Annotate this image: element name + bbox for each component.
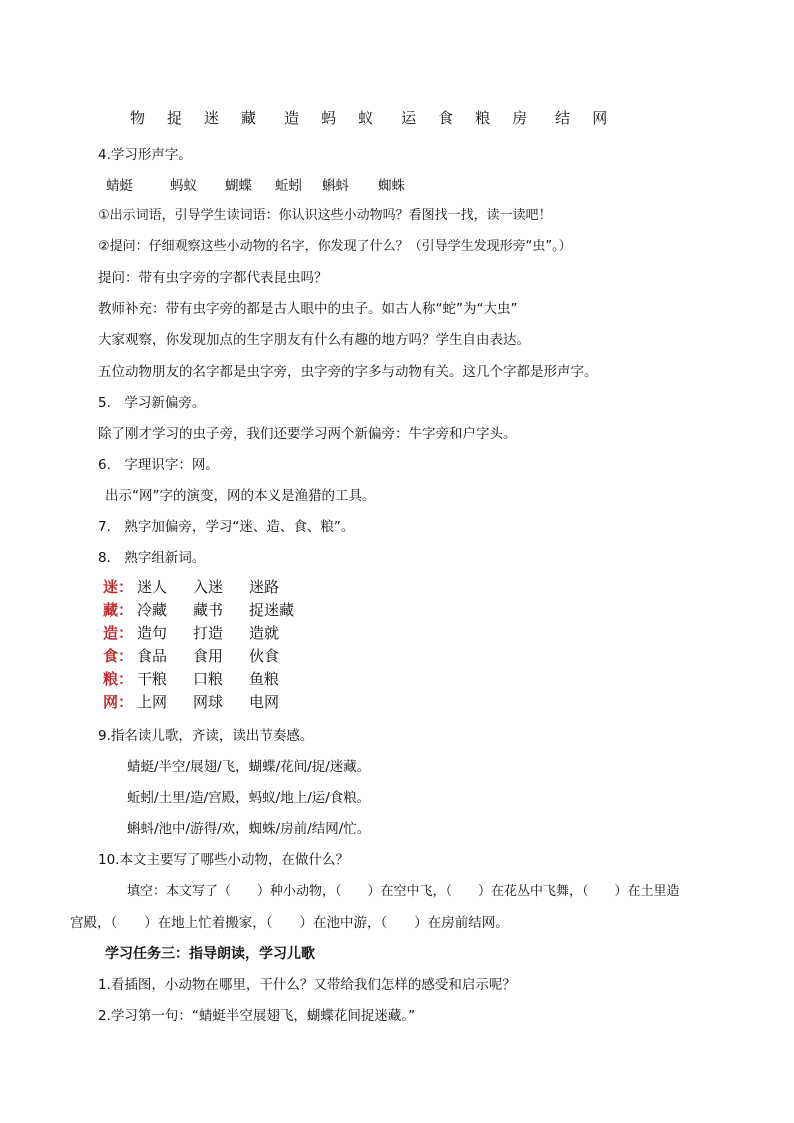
item10-fill2: 宫殿，（ ）在地上忙着搬家，（ ）在池中游，（ ）在房前结网。 (70, 915, 509, 931)
item6-text: 出示“网”字的演变，网的本义是渔猎的工具。 (105, 488, 376, 504)
char: 运 (401, 109, 417, 127)
vocab-word: 入迷 (193, 578, 224, 596)
char: 粮 (475, 109, 491, 127)
item4-title: 4.学习形声字。 (98, 147, 192, 163)
char: 藏 (241, 109, 257, 127)
vocab-word: 食品 (137, 647, 168, 665)
item4-p3: 提问：带有虫字旁的字都代表昆虫吗？ (98, 270, 328, 286)
vocab-word: 迷人 (137, 578, 168, 596)
vocab-word: 网球 (193, 693, 224, 711)
vocab-word: 口粮 (193, 670, 224, 688)
rhyme-line: 蜻蜓/半空/展翅/飞，蝴蝶/花间/捉/迷藏。 (127, 759, 371, 775)
vocab-key: 网： (103, 693, 134, 711)
item5-text: 除了刚才学习的虫子旁，我们还要学习两个新偏旁：牛字旁和户字头。 (98, 426, 517, 442)
item4-p4: 教师补充：带有虫字旁的都是古人眼中的虫子。如古人称“蛇”为“大虫” (98, 301, 518, 317)
item4-p6: 五位动物朋友的名字都是虫字旁，虫字旁的字多与动物有关。这几个字都是形声字。 (98, 364, 598, 380)
task3-q1: 1.看插图，小动物在哪里，干什么？又带给我们怎样的感受和启示呢？ (98, 977, 516, 993)
vocab-row (103, 668, 279, 690)
vocab-word: 造就 (249, 624, 280, 642)
vocab-word: 上网 (137, 693, 168, 711)
char: 食 (438, 109, 454, 127)
item6-title: 6. 字理识字：网。 (98, 457, 219, 473)
vocab-word: 干粮 (137, 670, 168, 688)
vocab-key: 藏： (103, 601, 134, 619)
rhyme-line: 蝌蚪/池中/游得/欢，蜘蛛/房前/结网/忙。 (127, 821, 371, 837)
character-row (130, 108, 607, 128)
char: 房 (512, 109, 528, 127)
char: 迷 (204, 109, 220, 127)
item8-title: 8. 熟字组新词。 (98, 550, 206, 566)
item9-title: 9.指名读儿歌，齐读，读出节奏感。 (98, 728, 314, 744)
vocab-row (103, 576, 279, 598)
vocab-word: 伙食 (249, 647, 280, 665)
vocab-key: 粮： (103, 670, 134, 688)
vocab-word: 食用 (193, 647, 224, 665)
char: 结 (555, 109, 571, 127)
vocab-word: 电网 (249, 693, 280, 711)
vocab-word: 冷藏 (137, 601, 168, 619)
char: 蚁 (358, 109, 374, 127)
vocab-word: 捉迷藏 (249, 601, 295, 619)
item4-p1: ①出示词语，引导学生读词语：你认识这些小动物吗？看图找一找，读一读吧！ (98, 208, 552, 223)
word: 蜻蜓 (106, 178, 133, 194)
item4-words (106, 176, 405, 196)
vocab-row (103, 599, 294, 621)
char: 捉 (167, 109, 183, 127)
vocab-key: 造： (103, 624, 134, 642)
word: 蚯蚓 (275, 178, 302, 194)
item10-fill1: 填空：本文写了（ ）种小动物，（ ）在空中飞，（ ）在花丛中飞舞，（ ）在土里造 (127, 884, 680, 899)
item7-title: 7. 熟字加偏旁，学习“迷、造、食、粮”。 (98, 519, 355, 535)
word: 蜘蛛 (378, 178, 405, 194)
char: 蚂 (321, 109, 337, 127)
vocab-word: 造句 (137, 624, 168, 642)
item10-title: 10.本文主要写了哪些小动物，在做什么？ (98, 852, 349, 868)
vocab-word: 鱼粮 (249, 670, 280, 688)
char: 网 (592, 109, 608, 127)
vocab-word: 迷路 (249, 578, 280, 596)
vocab-key: 迷： (103, 578, 134, 596)
item5-title: 5. 学习新偏旁。 (98, 395, 206, 411)
vocab-row (103, 645, 279, 667)
vocab-row (103, 622, 279, 644)
item4-p2: ②提问：仔细观察这些小动物的名字，你发现了什么？（引导学生发现形旁“虫”。） (98, 239, 572, 254)
task3-heading: 学习任务三：指导朗读，学习儿歌 (105, 946, 315, 962)
vocab-word: 打造 (193, 624, 224, 642)
task3-q2: 2.学习第一句：“蜻蜓半空展翅飞，蝴蝶花间捉迷藏。” (98, 1008, 416, 1024)
char: 物 (130, 109, 146, 127)
vocab-word: 藏书 (193, 601, 224, 619)
word: 蝌蚪 (322, 178, 349, 194)
item4-p5: 大家观察，你发现加点的生字朋友有什么有趣的地方吗？学生自由表达。 (98, 332, 530, 348)
word: 蚂蚁 (170, 178, 197, 194)
rhyme-line: 蚯蚓/土里/造/宫殿，蚂蚁/地上/运/食粮。 (127, 790, 371, 806)
char: 造 (284, 109, 300, 127)
word: 蝴蝶 (225, 178, 252, 194)
vocab-row (103, 691, 279, 713)
vocab-key: 食： (103, 647, 134, 665)
